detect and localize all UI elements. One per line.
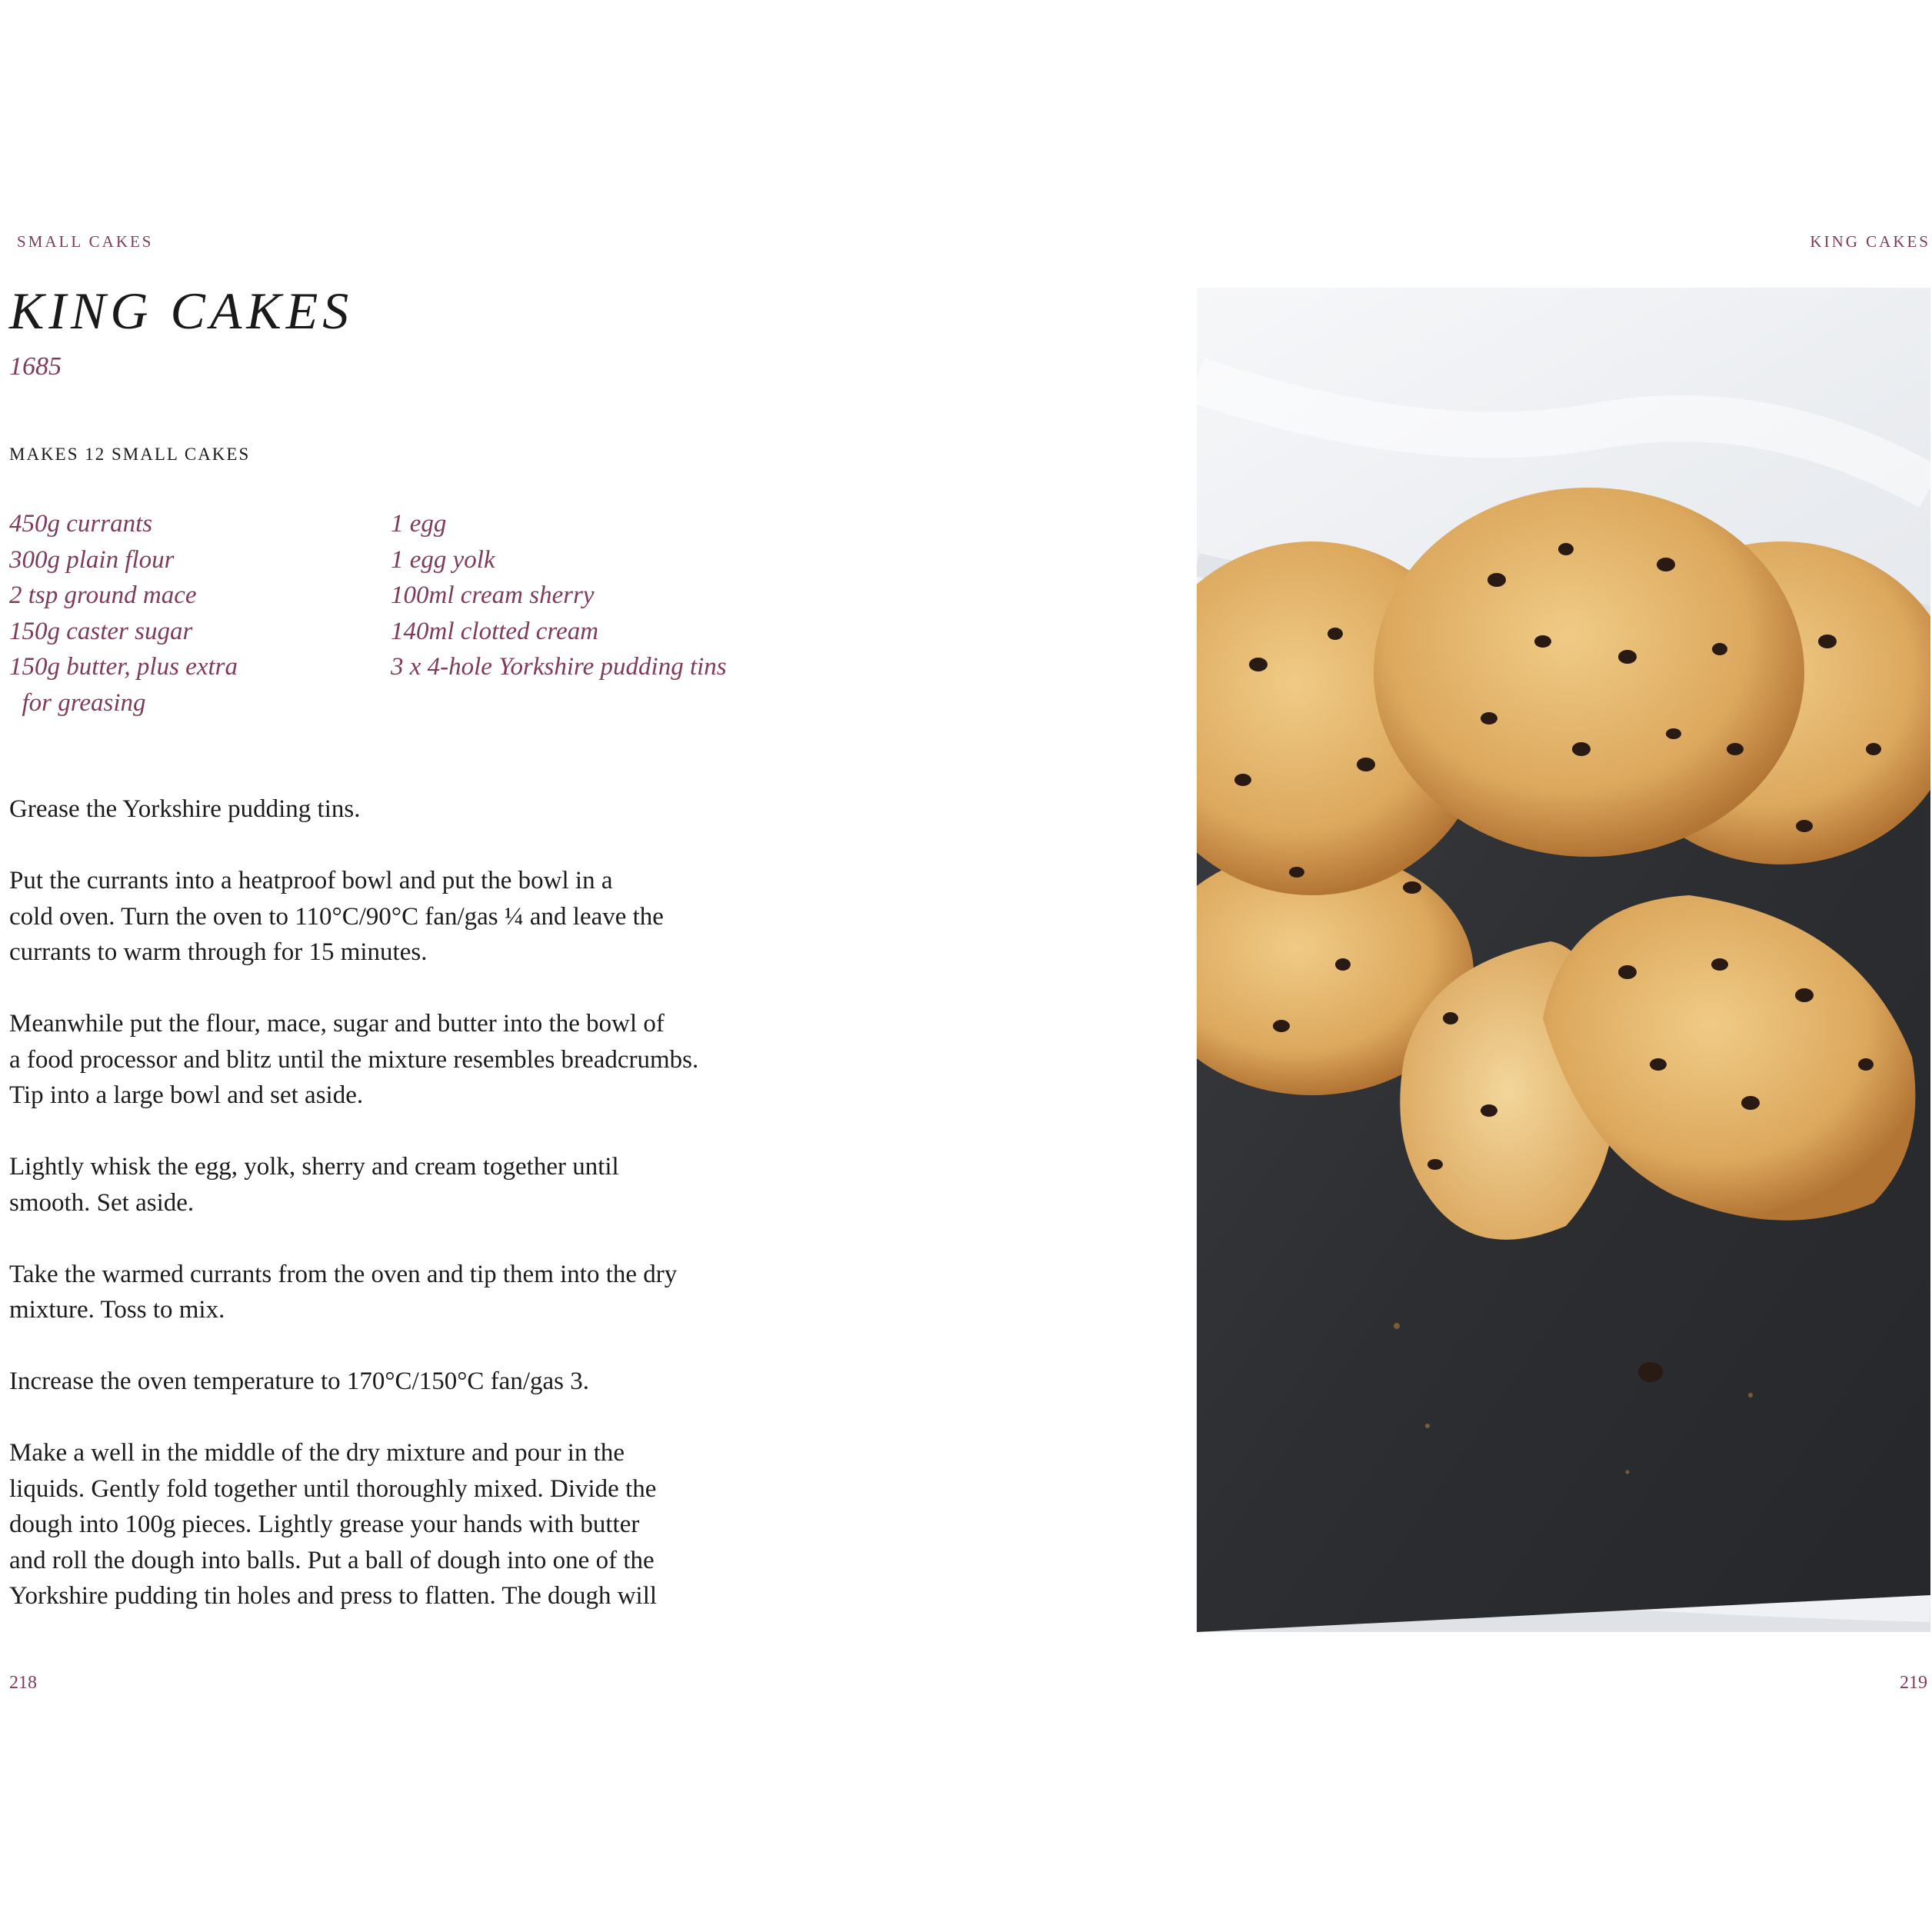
ingredient-line: 150g butter, plus extra xyxy=(9,653,238,681)
method-paragraph: Make a well in the middle of the dry mixture and pour in the liquids. Gently fold together until thoroughly mixed. Divide the dough into 100g pieces. Lightly grease your hands with butter and roll the dough into balls. Put a ball of dough into one of the Yorkshire pudding tin holes and press to flatten. The dough will xyxy=(9,1439,658,1610)
page-number-right: 219 xyxy=(1900,1673,1927,1693)
ingredient-line: 3 x 4-hole Yorkshire pudding tins xyxy=(391,653,727,681)
ingredients-column-2 xyxy=(391,506,727,685)
recipe-year: 1685 xyxy=(9,352,62,381)
king-cakes-photo xyxy=(1197,288,1930,1632)
running-head-right: KING CAKES xyxy=(1810,232,1930,251)
ingredient-line: 140ml clotted cream xyxy=(391,617,599,645)
ingredient-line: for greasing xyxy=(9,688,146,717)
method-text xyxy=(9,791,748,1650)
method-paragraph: Grease the Yorkshire pudding tins. xyxy=(9,795,361,823)
ingredient-line: 450g currants xyxy=(9,510,153,538)
page-number-left: 218 xyxy=(9,1673,37,1693)
method-paragraph: Meanwhile put the flour, mace, sugar and butter into the bowl of a food processor and blitz until the mixture resembles breadcrumbs. Tip into a large bowl and set aside. xyxy=(9,1010,699,1109)
ingredient-line: 2 tsp ground mace xyxy=(9,581,197,609)
ingredient-line: 150g caster sugar xyxy=(9,617,193,645)
method-paragraph: Take the warmed currants from the oven and tip them into the dry mixture. Toss to mix. xyxy=(9,1260,678,1324)
method-paragraph: Put the currants into a heatproof bowl and put the bowl in a cold oven. Turn the oven to 110°C/90°C fan/gas ¼ and leave the currants to warm through for 15 minutes. xyxy=(9,867,664,966)
method-paragraph: Lightly whisk the egg, yolk, sherry and cream together until smooth. Set aside. xyxy=(9,1153,619,1217)
running-head-left: SMALL CAKES xyxy=(17,232,154,251)
recipe-yield: MAKES 12 SMALL CAKES xyxy=(9,445,251,464)
ingredient-line: 100ml cream sherry xyxy=(391,581,595,609)
ingredient-line: 1 egg yolk xyxy=(391,545,495,574)
recipe-title: KING CAKES xyxy=(9,281,354,340)
ingredients-column-1 xyxy=(9,506,238,721)
ingredient-line: 300g plain flour xyxy=(9,545,175,574)
method-paragraph: Increase the oven temperature to 170°C/150°C fan/gas 3. xyxy=(9,1367,589,1395)
ingredient-line: 1 egg xyxy=(391,510,447,538)
